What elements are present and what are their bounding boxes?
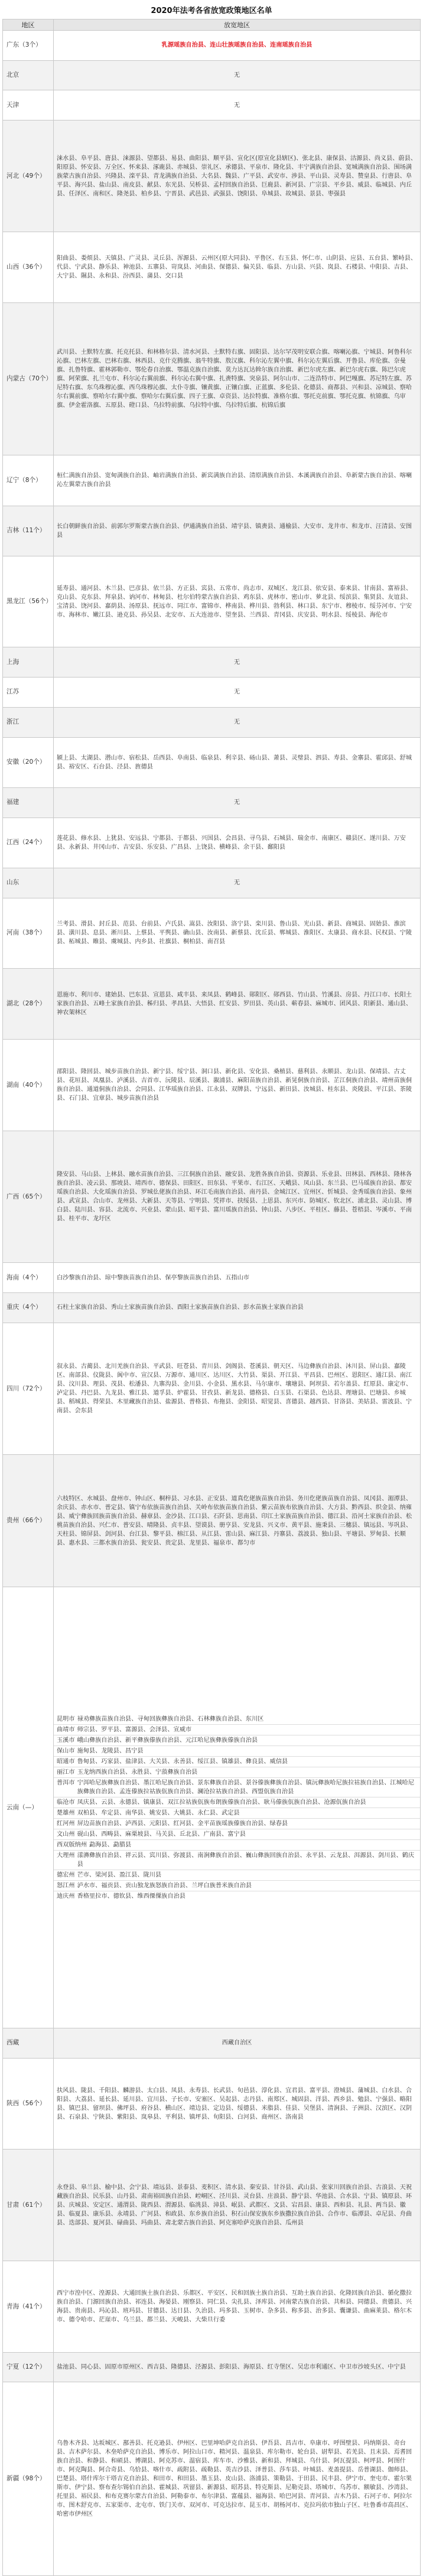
areas-text: 长白朝鲜族自治县、前郭尔罗斯蒙古族自治县、伊通满族自治县、靖宇县、镇赉县、通榆县、大安市、龙井市、和龙市、汪清县、安图县 bbox=[57, 523, 412, 539]
table-row bbox=[3, 303, 421, 455]
region-cell: 海南（4个） bbox=[3, 1263, 54, 1293]
areas-text: 延寿县、通河县、木兰县、巴彦县、依兰县、方正县、宾县、五常市、尚志市、双城区、龙江县、依安县、泰来县、甘南县、富裕县、克山县、克东县、拜泉县、讷河市、林甸县、杜尔伯特蒙古族自治县、鸡东县、虎林市、密山市、萝北县、绥滨县、集贤县、友谊县、宝清县、饶河县、嘉荫县、汤原县、抚远市、同江市、富锦市、桦南县、桦川县、勃利县、林口县、东宁市、穆棱市、绥芬河市、宁安市、海林市、嫩江县、逊克县、孙吴县、北安市、五大连池市、望奎县、兰西县、青冈县、庆安县、明水县、绥棱县、海伦市 bbox=[57, 585, 412, 618]
policy-table bbox=[2, 19, 421, 2576]
areas-cell bbox=[54, 647, 421, 678]
areas-cell bbox=[54, 60, 421, 90]
areas-cell bbox=[54, 787, 421, 818]
table-row bbox=[3, 90, 421, 121]
table-row bbox=[3, 556, 421, 647]
areas-text: 无 bbox=[233, 719, 240, 726]
areas-text: 隆安县、马山县、上林县、融水苗族自治县、三江侗族自治县、融安县、龙胜各族自治县、资源县、乐业县、田林县、西林县、隆林各族自治县、凌云县、那坡县、靖西市、德保县、田阳区、田东县、平果市、右江区、天峨县、凤山县、东兰县、巴马瑶族自治县、都安瑶族自治县、大化瑶族自治县、罗城仫佬族自治县、环江毛南族自治县、南丹县、金城江区、宜州区、忻城县、金秀瑶族自治县、象州县、武宣县、合山市、龙州县、大新县、天等县、宁明县、凭祥市、扶绥县、上思县、东兴市、防城区、钦北区、浦北县、灵山县、博白县、陆川县、容县、北流市、兴业县、蒙山县、昭平县、富川瑶族自治县、钟山县、八步区、平桂区、藤县、苍梧县、岑溪市、平南县、桂平市、龙圩区 bbox=[57, 1171, 412, 1223]
areas-text: 扶风县、陇县、千阳县、麟游县、太白县、凤县、永寿县、长武县、旬邑县、淳化县、宜君县、富平县、澄城县、蒲城县、白水县、合阳县、大荔县、延长县、延川县、宜川县、子长市、安塞区、吴起县、志丹县、南郑区、城固县、洋县、西乡县、勉县、宁强县、略阳县、镇巴县、留坝县、佛坪县、府谷县、横山区、靖边县、定边县、绥德县、米脂县、佳县、吴堡县、清涧县、子洲县、汉滨区、汉阴县、石泉县、宁陕县、紫阳县、岚皋县、平利县、镇坪县、旬阳县、白河县、商州区、洛南县 bbox=[57, 2087, 412, 2121]
sub-region-list: 勐海县、勐腊县 bbox=[89, 1841, 132, 1848]
areas-text: 颍上县、太湖县、潜山市、宿松县、岳西县、阜南县、临泉县、利辛县、砀山县、萧县、灵璧县、泗县、寿县、金寨县、霍邱县、舒城县、裕安区、石台县、泾县、旌德县 bbox=[57, 754, 412, 770]
region-cell: 黑龙江（56个） bbox=[3, 556, 54, 647]
areas-text: 莲花县、修水县、上犹县、安远县、宁都县、于都县、兴国县、会昌县、寻乌县、石城县、瑞金市、南康区、赣县区、遂川县、万安县、永新县、井冈山市、吉安县、乐安县、广昌县、上饶县、横峰县、余干县、鄱阳县 bbox=[57, 835, 406, 851]
table-row bbox=[3, 2352, 421, 2382]
table-row bbox=[3, 2058, 421, 2149]
areas-cell bbox=[54, 1293, 421, 1323]
region-cell: 四川（72个） bbox=[3, 1323, 54, 1455]
table-row bbox=[3, 787, 421, 818]
sub-region-name: 迪庆州 bbox=[57, 1893, 75, 1900]
areas-text: 无 bbox=[233, 659, 240, 666]
areas-text: 西宁市湟中区、湟源县、大通回族土族自治县、乐都区、平安区、民和回族土族自治县、互助土族自治县、化隆回族自治县、循化撒拉族自治县、门源回族自治县、祁连县、海晏县、刚察县、同仁县、尖扎县、泽库县、河南蒙古族自治县、共和县、同德县、贵德县、兴海县、贵南县、玛沁县、班玛县、甘德县、达日县、久治县、玛多县、玉树市、杂多县、称多县、治多县、囊谦县、曲麻莱县、格尔木市、德令哈市、茫崖市、乌兰县、都兰县、天峻县、大柴旦行委 bbox=[57, 2290, 412, 2324]
areas-text: 无 bbox=[233, 72, 240, 79]
table-row bbox=[3, 1131, 421, 1263]
header-region: 地区 bbox=[3, 19, 54, 31]
areas-text: 武川县、土默特左旗、托克托县、和林格尔县、清水河县、土默特右旗、固阳县、达尔罕茂明安联合旗、喀喇沁旗、宁城县、阿鲁科尔沁旗、巴林左旗、巴林右旗、林西县、克什克腾旗、翁牛特旗、敖汉旗、科尔沁左翼中旗、科尔沁左翼后旗、开鲁县、库伦旗、奈曼旗、扎鲁特旗、霍林郭勒市、鄂伦春自治旗、鄂温克族自治旗、莫力达瓦达斡尔族自治旗、新巴尔虎左旗、新巴尔虎右旗、陈巴尔虎旗、阿荣旗、扎兰屯市、科尔沁右翼前旗、科尔沁右翼中旗、扎赉特旗、突泉县、阿尔山市、二连浩特市、阿巴嘎旗、苏尼特左旗、苏尼特右旗、东乌珠穆沁旗、西乌珠穆沁旗、太仆寺旗、镶黄旗、正镶白旗、正蓝旗、多伦县、化德县、商都县、兴和县、凉城县、察哈尔右翼前旗、察哈尔右翼中旗、察哈尔右翼后旗、四子王旗、卓资县、达拉特旗、准格尔旗、鄂托克前旗、鄂托克旗、杭锦旗、乌审旗、伊金霍洛旗、五原县、磴口县、乌拉特前旗、乌拉特中旗、乌拉特后旗、杭锦后旗 bbox=[57, 349, 412, 409]
sub-region-name: 保山市 bbox=[57, 1747, 75, 1754]
areas-cell bbox=[54, 303, 421, 455]
sub-region-name: 丽江市 bbox=[57, 1769, 75, 1776]
table-row bbox=[3, 1455, 421, 1587]
sub-region-name: 西双版纳州 bbox=[57, 1841, 87, 1848]
sub-region-name: 红河州 bbox=[57, 1820, 75, 1827]
table-header-row bbox=[3, 19, 421, 31]
areas-cell bbox=[54, 2150, 421, 2261]
areas-text: 永登县、皋兰县、榆中县、会宁县、靖远县、景泰县、麦积区、清水县、秦安县、甘谷县、武山县、张家川回族自治县、古浪县、天祝藏族自治县、民乐县、山丹县、肃南裕固族自治县、崆峒区、泾川县、灵台县、庄浪县、静宁县、华池县、合水县、宁县、镇原县、环县、庆城县、安定区、通渭县、陇西县、渭源县、临洮县、漳县、岷县、武都区、文县、宕昌县、康县、西和县、礼县、两当县、徽县、临夏县、康乐县、永靖县、广河县、和政县、东乡族自治县、积石山保安族东乡族撒拉族自治县、合作市、临潭县、卓尼县、舟曲县、迭部县、夏河县、碌曲县、玛曲县、肃北蒙古族自治县、阿克塞哈萨克族自治县、瓜州县 bbox=[57, 2184, 412, 2226]
sub-region-list: 凤庆县、云县、永德县、镇康县、双江拉祜族佤族布朗族傣族自治县、耿马傣族佤族自治县、沧源佤族自治县 bbox=[77, 1799, 366, 1806]
areas-text: 无 bbox=[233, 102, 240, 109]
areas-text: 西藏自治区 bbox=[222, 2040, 252, 2047]
sub-region bbox=[54, 1797, 420, 1808]
region-cell: 辽宁（8个） bbox=[3, 455, 54, 506]
region-cell: 北京 bbox=[3, 60, 54, 90]
region-cell: 贵州（66个） bbox=[3, 1455, 54, 1587]
table-row bbox=[3, 2382, 421, 2576]
areas-cell bbox=[54, 506, 421, 556]
sub-region-list: 禄劝彝族苗族自治县、寻甸回族彝族自治县、石林彝族自治县、东川区 bbox=[77, 1715, 264, 1722]
region-cell: 广东（3个） bbox=[3, 31, 54, 61]
region-cell: 西藏 bbox=[3, 2028, 54, 2059]
sub-region-list: 双柏县、牟定县、南华县、姚安县、大姚县、永仁县、武定县 bbox=[77, 1809, 240, 1816]
region-cell: 福建 bbox=[3, 787, 54, 818]
sub-region-list: 宁洱哈尼族彝族自治县、墨江哈尼族自治县、景东彝族自治县、景谷傣族彝族自治县、镇沅彝族哈尼族拉祜族自治县、江城哈尼族彝族自治县、孟连傣族拉祜族佤族自治县、澜沧拉祜族自治县、西盟佤族自治县 bbox=[77, 1779, 415, 1795]
sub-region-name: 怒江州 bbox=[57, 1882, 75, 1889]
areas-text: 兰考县、滑县、封丘县、范县、台前县、卢氏县、嵩县、汝阳县、洛宁县、栾川县、鲁山县、光山县、新县、商城县、固始县、淮滨县、潢川县、息县、淅川县、上蔡县、平舆县、确山县、汝南县、新蔡县、沈丘县、郸城县、淮阳区、太康县、商水县、民权县、宁陵县、柘城县、睢县、虞城县、内乡县、社旗县、桐柏县、南召县 bbox=[57, 921, 412, 946]
region-cell: 广西（65个） bbox=[3, 1131, 54, 1263]
table-row bbox=[3, 969, 421, 1040]
sub-region bbox=[54, 1850, 420, 1870]
sub-region-name: 昭通市 bbox=[57, 1758, 75, 1765]
sub-region-list: 师宗县、罗平县、富源县、会泽县、宣威市 bbox=[77, 1726, 192, 1733]
areas-cell bbox=[54, 2261, 421, 2352]
sub-region-list: 砚山县、西畴县、麻栗坡县、马关县、丘北县、广南县、富宁县 bbox=[77, 1831, 246, 1838]
region-cell: 江西（24个） bbox=[3, 818, 54, 868]
header-areas: 放宽地区 bbox=[54, 19, 421, 31]
page-title: 2020年法考各省放宽政策地区名单 bbox=[151, 6, 272, 15]
table-row bbox=[3, 60, 421, 90]
region-cell: 云南（—） bbox=[3, 1587, 54, 2028]
areas-text: 乳源瑶族自治县、连山壮族瑶族自治县、连南瑶族自治县 bbox=[161, 42, 313, 49]
table-row bbox=[3, 1323, 421, 1455]
table-row bbox=[3, 2150, 421, 2261]
sub-region bbox=[54, 1756, 420, 1767]
areas-text: 叙永县、古蔺县、北川羌族自治县、平武县、旺苍县、青川县、剑阁县、苍溪县、朝天区、马边彝族自治县、沐川县、屏山县、嘉陵区、南部县、仪陇县、阆中市、宣汉县、万源市、通川区、达川区、大竹县、渠县、开江县、平昌县、巴州区、恩阳区、通江县、南江县、汶川县、理县、茂县、松潘县、九寨沟县、金川县、小金县、黑水县、马尔康市、壤塘县、阿坝县、若尔盖县、红原县、康定市、泸定县、丹巴县、九龙县、雅江县、道孚县、炉霍县、甘孜县、新龙县、德格县、白玉县、石渠县、色达县、理塘县、巴塘县、乡城县、稻城县、得荣县、木里藏族自治县、盐源县、普格县、布拖县、金阳县、昭觉县、喜德县、越西县、甘洛县、美姑县、雷波县、宁南县、会东县 bbox=[57, 1363, 412, 1415]
table-row bbox=[3, 1040, 421, 1131]
sub-region bbox=[54, 1870, 420, 1880]
areas-text: 阳曲县、娄烦县、天镇县、广灵县、灵丘县、浑源县、云州区(原大同县)、平鲁区、右玉县、怀仁市、山阴县、应县、五台县、繁峙县、代县、宁武县、静乐县、神池县、五寨县、岢岚县、河曲县、保德县、偏关县、临县、方山县、兴县、岚县、石楼县、中阳县、吉县、大宁县、隰县、永和县、汾西县、蒲县、交口县 bbox=[57, 255, 417, 280]
sub-region bbox=[54, 1724, 420, 1735]
table-row bbox=[3, 1293, 421, 1323]
region-cell: 甘肃（61个） bbox=[3, 2150, 54, 2261]
sub-region-list: 玉龙纳西族自治县、永胜县、宁蒗彝族自治县 bbox=[77, 1769, 198, 1776]
region-cell: 河南（38个） bbox=[3, 898, 54, 969]
table-row bbox=[3, 121, 421, 232]
region-cell: 宁夏（12个） bbox=[3, 2352, 54, 2382]
sub-region bbox=[54, 1839, 420, 1850]
table-row bbox=[3, 707, 421, 737]
table-row bbox=[3, 2028, 421, 2059]
region-cell: 浙江 bbox=[3, 707, 54, 737]
sub-region-list: 屏边苗族自治县、泸西县、元阳县、红河县、金平苗族瑶族傣族自治县、绿春县 bbox=[77, 1820, 288, 1827]
areas-cell bbox=[54, 90, 421, 121]
areas-cell bbox=[54, 818, 421, 868]
region-cell: 重庆（4个） bbox=[3, 1293, 54, 1323]
region-cell: 河北（49个） bbox=[3, 121, 54, 232]
sub-region-list: 香格里拉市、德钦县、维西傈僳族自治县 bbox=[77, 1893, 186, 1900]
region-cell: 新疆（98个） bbox=[3, 2382, 54, 2576]
sub-region bbox=[54, 1767, 420, 1777]
sub-region-list: 鲁甸县、巧家县、盐津县、大关县、永善县、绥江县、镇雄县、彝良县、威信县 bbox=[77, 1758, 288, 1765]
sub-region-list: 漾濞彝族自治县、祥云县、宾川县、弥渡县、南涧彝族自治县、巍山彝族回族自治县、永平县、云龙县、洱源县、剑川县、鹤庆县 bbox=[77, 1852, 415, 1868]
areas-text: 白沙黎族自治县、琼中黎族苗族自治县、保亭黎族苗族自治县、五指山市 bbox=[57, 1274, 249, 1281]
areas-text: 无 bbox=[233, 689, 240, 696]
sub-region bbox=[54, 1735, 420, 1745]
areas-cell bbox=[54, 232, 421, 303]
region-cell: 山西（36个） bbox=[3, 232, 54, 303]
sub-region-list: 芒市、梁河县、盈江县、陇川县 bbox=[77, 1871, 162, 1878]
areas-cell bbox=[54, 969, 421, 1040]
areas-cell bbox=[54, 121, 421, 232]
sub-region bbox=[54, 1714, 420, 1724]
table-row bbox=[3, 737, 421, 787]
sub-region bbox=[54, 1818, 420, 1829]
sub-region bbox=[54, 1777, 420, 1797]
sub-region-list: 峨山彝族自治县、新平彝族傣族自治县、元江哈尼族彝族傣族自治县 bbox=[77, 1737, 258, 1744]
areas-text: 无 bbox=[233, 880, 240, 887]
sub-region bbox=[54, 1745, 420, 1756]
sub-region-name: 玉溪市 bbox=[57, 1737, 75, 1744]
areas-text: 石柱土家族自治县、秀山土家族苗族自治县、酉阳土家族苗族自治县、彭水苗族土家族自治县 bbox=[57, 1304, 304, 1311]
sub-region bbox=[54, 1808, 420, 1818]
region-cell: 内蒙古（70个） bbox=[3, 303, 54, 455]
table-row bbox=[3, 1263, 421, 1293]
areas-cell bbox=[54, 2382, 421, 2576]
areas-cell bbox=[54, 678, 421, 708]
areas-cell bbox=[54, 1131, 421, 1263]
sub-region-name: 大理州 bbox=[57, 1852, 75, 1859]
areas-text: 邵阳县、隆回县、城步苗族自治县、新宁县、绥宁县、洞口县、新化县、安化县、桑植县、慈利县、永顺县、龙山县、保靖县、古丈县、花垣县、凤凰县、泸溪县、吉首市、沅陵县、辰溪县、溆浦县、麻阳苗族自治县、新晃侗族自治县、芷江侗族自治县、靖州苗族侗族自治县、通道侗族自治县、会同县、江华瑶族自治县、江永县、双牌县、宁远县、新田县、汝城县、桂东县、炎陵县、平江县、茶陵县、石门县、宜章县、城步苗族自治县 bbox=[57, 1069, 412, 1102]
table-row bbox=[3, 455, 421, 506]
sub-region bbox=[54, 1880, 420, 1891]
areas-cell bbox=[54, 31, 421, 61]
areas-text: 盐池县、同心县、固原市原州区、西吉县、隆德县、泾源县、彭阳县、海原县、红寺堡区、吴忠市利通区、中卫市沙坡头区、中宁县 bbox=[57, 2364, 406, 2371]
table-row bbox=[3, 818, 421, 868]
areas-text: 涞水县、阜平县、唐县、涞源县、望都县、易县、曲阳县、顺平县、宣化区(原宣化县辖区)、张北县、康保县、沽源县、尚义县、蔚县、阳原县、怀安县、万全区、怀来县、涿鹿县、赤城县、崇礼区、承德县、平泉市、隆化县、丰宁满族自治县、宽城满族自治县、围场满族蒙古族自治县、兴隆县、滦平县、青龙满族自治县、大名县、魏县、广平县、武安市、涉县、平山县、灵寿县、赞皇县、行唐县、阜平县、海兴县、盐山县、南皮县、献县、东光县、吴桥县、孟村回族自治县、巨鹿县、新河县、广宗县、平乡县、威县、临城县、内丘县、任泽区、南和区、隆尧县、柏乡县、宁晋县、武邑县、武强县、饶阳县、阜城县、故城县、景县、枣强县 bbox=[57, 155, 417, 197]
region-cell: 安徽（20个） bbox=[3, 737, 54, 787]
areas-cell bbox=[54, 737, 421, 787]
table-row bbox=[3, 678, 421, 708]
region-cell: 吉林（11个） bbox=[3, 506, 54, 556]
areas-text: 恩施市、利川市、建始县、巴东县、宣恩县、咸丰县、来凤县、鹤峰县、郧阳区、郧西县、竹山县、竹溪县、房县、丹江口市、长阳土家族自治县、五峰土家族自治县、秭归县、孝昌县、大悟县、红安县、罗田县、英山县、蕲春县、麻城市、团风县、阳新县、通山县、神农架林区 bbox=[57, 992, 412, 1017]
areas-cell bbox=[54, 707, 421, 737]
region-cell: 天津 bbox=[3, 90, 54, 121]
table-row bbox=[3, 232, 421, 303]
areas-cell bbox=[54, 1587, 421, 2028]
region-cell: 陕西（56个） bbox=[3, 2058, 54, 2149]
table-row bbox=[3, 1587, 421, 2028]
table-row bbox=[3, 506, 421, 556]
sub-region bbox=[54, 1891, 420, 1901]
areas-text: 无 bbox=[233, 799, 240, 806]
areas-cell bbox=[54, 1455, 421, 1587]
sub-region bbox=[54, 1829, 420, 1839]
region-cell: 湖南（40个） bbox=[3, 1040, 54, 1131]
areas-cell bbox=[54, 898, 421, 969]
sub-region-name: 昆明市 bbox=[57, 1715, 75, 1722]
sub-region-list: 施甸县、龙陵县、昌宁县 bbox=[77, 1747, 144, 1754]
areas-text: 六枝特区、水城县、盘州市、钟山区、桐梓县、习水县、正安县、道真仡佬族苗族自治县、务川仡佬族苗族自治县、凤冈县、湄潭县、余庆县、赤水市、普定县、镇宁布依族苗族自治县、关岭布依族苗族自治县、紫云苗族布依族自治县、大方县、黔西县、织金县、纳雍县、威宁彝族回族苗族自治县、赫章县、金沙县、江口县、石阡县、思南县、印江土家族苗族自治县、德江县、沿河土家族自治县、松桃苗族自治县、兴仁市、普安县、晴隆县、贞丰县、望谟县、册亨县、安龙县、兴义市、黄平县、施秉县、三穗县、镇远县、岑巩县、天柱县、锦屏县、剑河县、台江县、黎平县、榕江县、从江县、雷山县、麻江县、丹寨县、荔波县、独山县、平塘县、罗甸县、长顺县、惠水县、三都水族自治县、瓮安县、贵定县、龙里县、福泉市、都匀市 bbox=[57, 1495, 412, 1546]
areas-cell bbox=[54, 1040, 421, 1131]
table-row bbox=[3, 2261, 421, 2352]
sub-region-name: 文山州 bbox=[57, 1831, 75, 1838]
areas-cell bbox=[54, 2352, 421, 2382]
region-cell: 青海（41个） bbox=[3, 2261, 54, 2352]
sub-region-name: 德宏州 bbox=[57, 1871, 75, 1878]
areas-cell bbox=[54, 556, 421, 647]
sub-region-name: 曲靖市 bbox=[57, 1726, 75, 1733]
table-row bbox=[3, 647, 421, 678]
region-cell: 上海 bbox=[3, 647, 54, 678]
table-body bbox=[3, 31, 421, 2576]
areas-cell bbox=[54, 455, 421, 506]
sub-region-name: 楚雄州 bbox=[57, 1809, 75, 1816]
region-cell: 湖北（28个） bbox=[3, 969, 54, 1040]
areas-cell bbox=[54, 868, 421, 898]
areas-cell bbox=[54, 2058, 421, 2149]
areas-cell bbox=[54, 2028, 421, 2059]
sub-region-list: 泸水市、福贡县、贡山独龙族怒族自治县、兰坪白族普米族自治县 bbox=[77, 1882, 252, 1889]
table-row bbox=[3, 868, 421, 898]
areas-cell bbox=[54, 1323, 421, 1455]
areas-text: 桓仁满族自治县、宽甸满族自治县、岫岩满族自治县、新宾满族自治县、清原满族自治县、本溪满族自治县、阜新蒙古族自治县、喀喇沁左翼蒙古族自治县 bbox=[57, 473, 412, 489]
sub-region-name: 普洱市 bbox=[57, 1779, 75, 1786]
sub-region-name: 临沧市 bbox=[57, 1799, 75, 1806]
table-row bbox=[3, 31, 421, 61]
areas-text: 乌鲁木齐县、达坂城区、鄯善县、托克逊县、伊州区、巴里坤哈萨克自治县、伊吾县、昌吉市、阜康市、呼图壁县、玛纳斯县、奇台县、吉木萨尔县、木垒哈萨克自治县、博乐市、阿拉山口市、精河县、温泉县、库尔勒市、轮台县、尉犁县、若羌县、且末县、焉耆回族自治县、和静县、和硕县、博湖县、阿克苏市、温宿县、库车市、沙雅县、新和县、拜城县、乌什县、阿瓦提县、柯坪县、阿图什市、阿克陶县、阿合奇县、乌恰县、喀什市、疏附县、疏勒县、英吉沙县、泽普县、莎车县、叶城县、麦盖提县、岳普湖县、伽师县、巴楚县、塔什库尔干塔吉克自治县、和田市、和田县、墨玉县、皮山县、洛浦县、策勒县、于田县、民丰县、伊宁市、奎屯市、霍尔果斯市、伊宁县、察布查尔锡伯自治县、霍城县、巩留县、新源县、昭苏县、特克斯县、尼勒克县、塔城市、乌苏市、额敏县、沙湾县、托里县、裕民县、和布克赛尔蒙古自治县、阿勒泰市、布尔津县、富蕴县、福海县、哈巴河县、青河县、吉木乃县、石河子市、阿拉尔市、图木舒克市、五家渠市、北屯市、铁门关市、双河市、可克达拉市、昆玉市、胡杨河市、克拉玛依市独山子区、吐鲁番市高昌区、哈密市伊州区 bbox=[57, 2440, 412, 2518]
region-cell: 山东 bbox=[3, 868, 54, 898]
areas-cell bbox=[54, 1263, 421, 1293]
table-row bbox=[3, 898, 421, 969]
region-cell: 江苏 bbox=[3, 678, 54, 708]
